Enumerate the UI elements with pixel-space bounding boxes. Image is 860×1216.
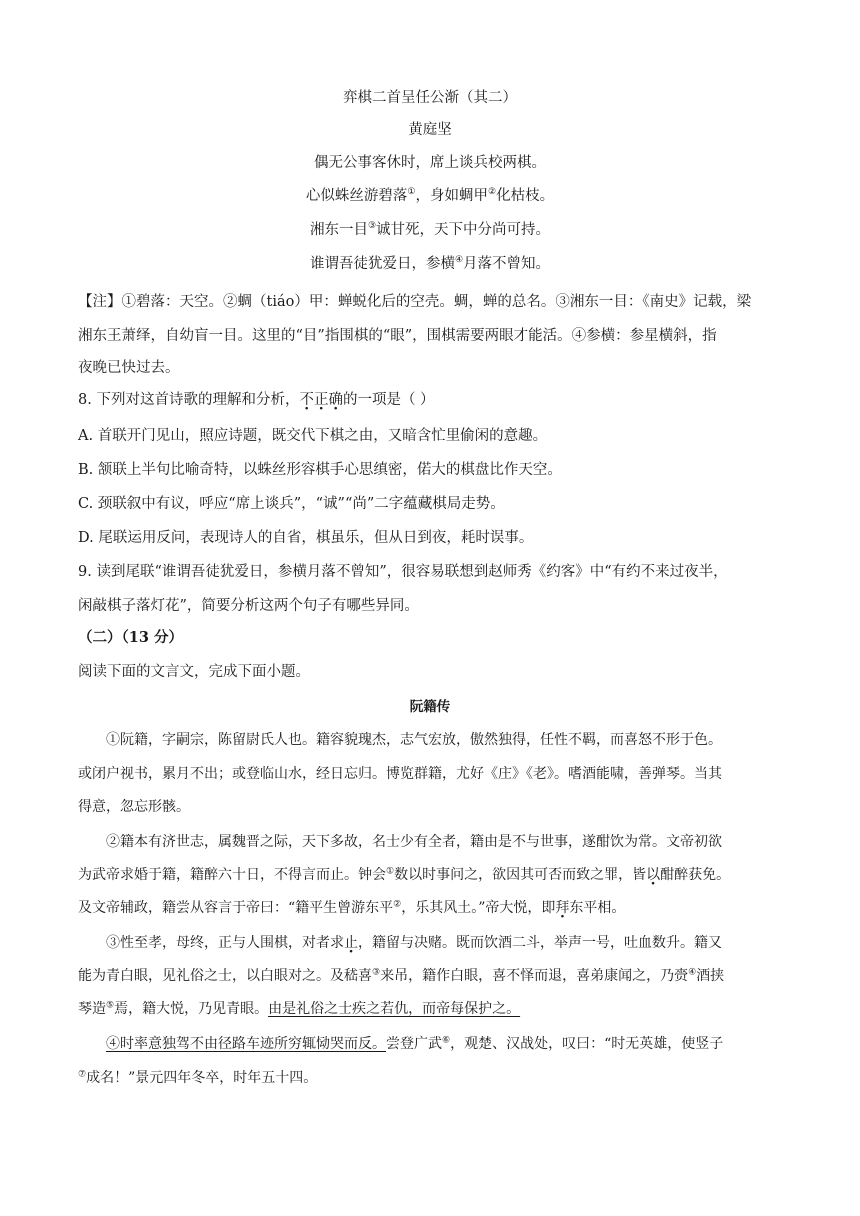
passage-p1-line-3: 得意，忽忘形骸。 xyxy=(78,799,190,815)
note-line-1: 【注】①碧落：天空。②蜩（tiáo）甲：蝉蜕化后的空壳。蜩，蝉的总名。③湘东一目：《南史》记载，梁 xyxy=(78,294,752,310)
section-instruction: 阅读下面的文言文，完成下面小题。 xyxy=(78,664,310,680)
passage-p1-line-1: ①阮籍，字嗣宗，陈留尉氏人也。籍容貌瑰杰，志气宏放，傲然独得，任性不羁，而喜怒不形于色。 xyxy=(106,732,722,748)
poem-line-2: 心似蛛丝游碧落①，身如蜩甲②化枯枝。 xyxy=(305,187,555,204)
poem-line-1: 偶无公事客休时，席上谈兵校两棋。 xyxy=(314,155,546,171)
question-9-line-1: 9. 读到尾联“谁谓吾徒犹爱日，参横月落不曾知”，很容易联想到赵师秀《约客》中“有约不来过夜半， xyxy=(78,564,728,580)
section-heading: （二）（13 分） xyxy=(78,629,183,646)
poem-author: 黄庭坚 xyxy=(408,122,452,138)
note-line-3: 夜晚已快过去。 xyxy=(78,360,180,376)
question-9-line-2: 闲敲棋子落灯花”，简要分析这两个句子有哪些异同。 xyxy=(78,598,419,614)
note-line-2: 湘东王萧绎，自幼盲一目。这里的“目”指围棋的“眼”，围棋需要两眼才能活。④参横：参星横斜，指 xyxy=(78,328,717,344)
passage-p4-line-2: ⑦成名！”景元四年冬卒，时年五十四。 xyxy=(78,1069,318,1086)
poem-title: 弈棋二首呈任公渐（其二） xyxy=(343,90,517,106)
poem-line-4: 谁谓吾徒犹爱日，参横④月落不曾知。 xyxy=(309,255,551,272)
passage-p3-line-2: 能为青白眼，见礼俗之士，以白眼对之。及嵇喜③来吊，籍作白眼，喜不怿而退，喜弟康闻之，乃赍④酒挟 xyxy=(78,967,725,984)
question-8-option-d: D. 尾联运用反问，表现诗人的自省，棋虽乐，但从日到夜，耗时误事。 xyxy=(78,530,534,546)
question-8-option-a: A. 首联开门见山，照应诗题，既交代下棋之由，又暗含忙里偷闲的意趣。 xyxy=(78,428,548,444)
question-8-option-b: B. 颔联上半句比喻奇特，以蛛丝形容棋手心思缜密，偌大的棋盘比作天空。 xyxy=(78,462,562,478)
poem-line-3: 湘东一目③诚甘死，天下中分尚可持。 xyxy=(309,221,551,238)
passage-title: 阮籍传 xyxy=(409,699,451,715)
question-8-option-c: C. 颈联叙中有议，呼应“席上谈兵”，“诚”“尚”二字蕴藏棋局走势。 xyxy=(78,496,505,512)
passage-p3-line-3: 琴造⑤焉，籍大悦，乃见青眼。由是礼俗之士疾之若仇，而帝每保护之。 xyxy=(78,1000,521,1017)
underlined-sentence: 由是礼俗之士疾之若仇，而帝每保护之。 xyxy=(268,1001,521,1017)
question-8-stem: 8. 下列对这首诗歌的理解和分析，不正确的一项是（ ） xyxy=(78,392,435,408)
passage-p4-line-1: ④时率意独驾不由径路车迹所穷辄恸哭而反。尝登广武⑥，观楚、汉战处，叹曰：“时无英雄，使竖子 xyxy=(106,1035,724,1052)
passage-p2-line-2: 为武帝求婚于籍，籍醉六十日，不得言而止。钟会①数以时事问之，欲因其可否而致之罪，皆以酣醉获免。 xyxy=(78,866,731,883)
passage-p3-line-1: ③性至孝，母终，正与人围棋，对者求止，籍留与决赌。既而饮酒二斗，举声一号，吐血数升。籍又 xyxy=(106,935,722,951)
passage-p1-line-2: 或闭户视书，累月不出；或登临山水，经日忘归。博览群籍，尤好《庄》《老》。嗜酒能啸，善弹琴。当其 xyxy=(78,766,722,782)
underlined-sentence-2: ④时率意独驾不由径路车迹所穷辄恸哭而反。 xyxy=(106,1036,386,1052)
passage-p2-line-3: 及文帝辅政，籍尝从容言于帝曰：“籍平生曾游东平②，乐其风土。”帝大悦，即拜东平相。 xyxy=(78,899,626,916)
passage-p2-line-1: ②籍本有济世志，属魏晋之际，天下多故，名士少有全者，籍由是不与世事，遂酣饮为常。文帝初欲 xyxy=(106,834,722,850)
